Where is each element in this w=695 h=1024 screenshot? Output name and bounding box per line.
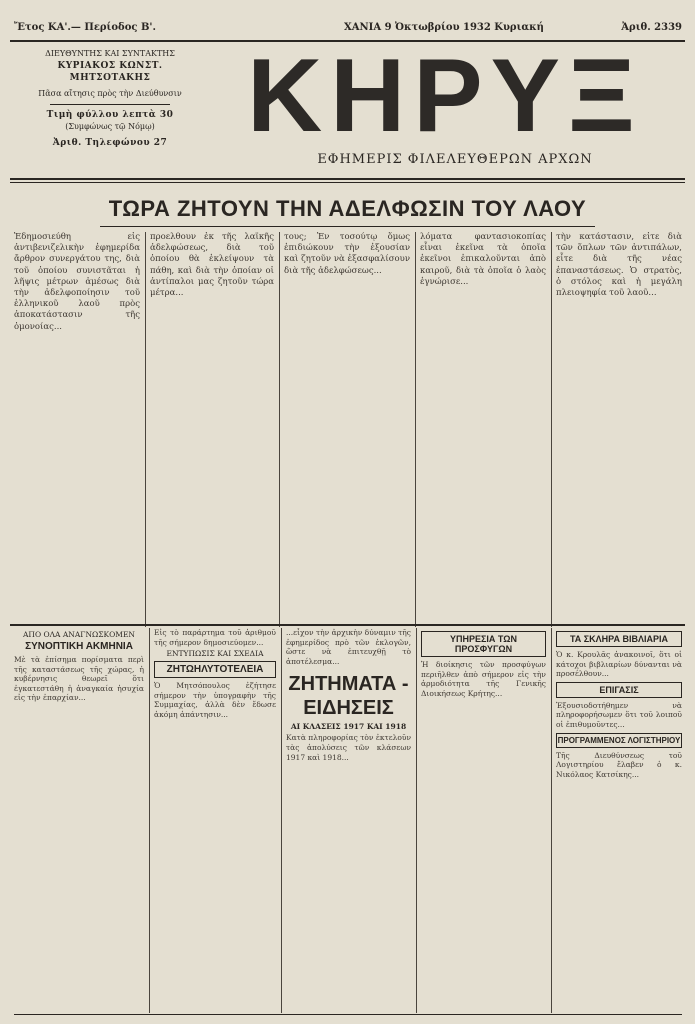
headline-rule: [100, 226, 595, 227]
column-divider: [149, 628, 150, 1013]
notice-body: Ἐξουσιοδοτήθημεν νὰ πληροφορήσωμεν ὅτι τοῦ λοιποῦ οἱ ἐπιθυμοῦντες...: [556, 700, 682, 729]
booklets-body: Ὁ κ. Κρουλᾶς ἀνακοινοῖ, ὅτι οἱ κάτοχοι βιβλιαρίων δύνανται νὰ προσέλθουν...: [556, 650, 682, 679]
editor-name: ΚΥΡΙΑΚΟΣ ΚΩΝΣΤ. ΜΗΤΣΟΤΑΚΗΣ: [57, 61, 163, 83]
newspaper-subtitle: ΕΦΗΜΕΡΙΣ ΦΙΛΕΛΕΥΘΕΡΩΝ ΑΡΧΩΝ: [317, 152, 593, 167]
column-divider: [279, 232, 280, 627]
column-divider: [281, 628, 282, 1013]
masthead-rule-thin: [10, 182, 685, 183]
summary-kicker: ΑΠΟ ΟΛΑ ΑΝΑΓΝΩΣΚΟΜΕΝ: [22, 630, 135, 639]
issue-date: ΧΑΝΙΑ 9 Ὀκτωβρίου 1932 Κυριακή: [344, 22, 544, 33]
masthead-divider: [50, 104, 170, 105]
issue-number: Ἀριθ. 2339: [621, 22, 682, 33]
lead-bottom-rule: [10, 624, 685, 626]
lead-column: [150, 232, 274, 627]
summary-body: Μὲ τὰ ἐπίσημα πορίσματα περὶ τῆς καταστάσεως τῆς χώρας, ἡ κυβέρνησις θεωρεῖ ὅτι ἐγκατεστάθη ἡ ἀναγκαία ἡσυχία εἰς τὴν ἐπαρχίαν...: [14, 655, 144, 703]
lead-column: [420, 232, 546, 627]
news-column-refugees: [421, 628, 546, 1013]
refugees-body: Ἡ διοίκησις τῶν προσφύγων περιῆλθεν ἀπὸ σήμερον εἰς τὴν ἁρμοδιότητα τῆς Γενικῆς Διοικήσεως Κρήτης...: [421, 660, 546, 698]
lead-column: [556, 232, 682, 627]
column-divider: [416, 628, 417, 1013]
impressions-body: Ὁ Μητσόπουλος ἐζήτησε σήμερον τὴν ὑπογραφὴν τῆς Συμμαχίας, ἀλλὰ δὲν ἔδωσε ἀκόμη ἀπάντησιν...: [154, 681, 276, 719]
issues-subheading: ΑΙ ΚΛΑΣΕΙΣ 1917 ΚΑΙ 1918: [290, 722, 407, 732]
issue-year: Ἔτος ΚΑ'.— Περίοδος Β'.: [14, 22, 156, 33]
lead-column: [14, 232, 140, 627]
news-column-summary: [14, 628, 144, 1013]
column-divider: [415, 232, 416, 627]
editor-label: ΔΙΕΥΘΥΝΤΗΣ ΚΑΙ ΣΥΝΤΑΚΤΗΣ: [45, 49, 175, 58]
accounting-heading: ΠΡΟΓΡΑΜΜΕΝΟΣ ΛΟΓΙΣΤΗΡΙΟΥ: [556, 733, 682, 748]
refugees-heading: ΥΠΗΡΕΣΙΑ ΤΩΝ ΠΡΟΣΦΥΓΩΝ: [421, 631, 546, 657]
lead-column: [284, 232, 410, 627]
lead-headline: ΤΩΡΑ ΖΗΤΟΥΝ ΤΗΝ ΑΔΕΛΦΩΣΙΝ ΤΟΥ ΛΑΟΥ: [108, 196, 587, 221]
booklets-heading: ΤΑ ΣΚΛΗΡΑ ΒΙΒΛΙΑΡΙΑ: [556, 631, 682, 647]
price-note: (Συμφώνως τῷ Νόμῳ): [65, 122, 155, 131]
newspaper-title: ΚΗΡΥΞ: [247, 38, 643, 154]
column-divider: [551, 628, 552, 1013]
column-divider: [145, 232, 146, 627]
masthead-info: [20, 48, 200, 149]
issues-body: Κατὰ πληροφορίας τὸν ἐκτελοῦν τὰς ἀπολύσεις τῶν κλάσεων 1917 καὶ 1918...: [286, 733, 411, 762]
impressions-kicker: ΕΝΤΥΠΩΣΙΣ ΚΑΙ ΣΧΕΔΙΑ: [166, 649, 264, 659]
news-column-impressions: [154, 628, 276, 1013]
lead-text: τὴν κατάστασιν, εἶτε διὰ τῶν ὅπλων τῶν ἀντιπάλων, εἶτε διὰ τῆς νέας ἐπαναστάσεως. Ὁ στρατὸς, ὁ στόλος καὶ ἡ μεγάλη πλειοψηφία τοῦ λαοῦ...: [556, 232, 682, 299]
impressions-intro: Εἰς τὸ παράρτημα τοῦ ἀριθμοῦ τῆς σήμερον δημοσιεύομεν...: [154, 628, 276, 647]
lead-article: [14, 232, 682, 632]
summary-heading: ΣΥΝΟΠΤΙΚΗ ΑΚΜΗΝΙΑ: [25, 641, 133, 652]
price-line: Τιμὴ φύλλου λεπτὰ 30: [46, 110, 174, 120]
bottom-rule: [14, 1014, 682, 1015]
lead-text: Ἐδημοσιεύθη εἰς ἀντιβενιζελικὴν ἐφημερίδα ἄρθρον συνεργάτου της, διὰ τοῦ ὁποίου συνιστᾶται ἡ λῆψις μέτρων ἀμέσως διὰ τὴν ἀδελφοποίησιν τοῦ ἑλληνικοῦ λαοῦ πρὸς ἀποκατάστασιν τῆς ὁμονοίας...: [14, 232, 140, 332]
impressions-heading: ΖΗΤΩΗΛΥΤΟΤΕΛΕΙΑ: [154, 661, 276, 678]
lower-section: [14, 628, 682, 1018]
accounting-body: Τῆς Διευθύνσεως τοῦ Λογιστηρίου ἔλαβεν ὁ κ. Νικόλαος Κατσίκης...: [556, 750, 682, 779]
issue-bar: [14, 22, 682, 36]
news-column-issues: [286, 628, 411, 1013]
requests-line: Πᾶσα αἴτησις πρὸς τὴν Διεύθυνσιν: [38, 89, 182, 98]
notice-heading: ΕΠΙΓΑΣΙΣ: [556, 682, 682, 698]
column-divider: [551, 232, 552, 627]
phone-line: Ἀριθ. Τηλεφώνου 27: [52, 138, 168, 148]
lead-text: τους; Ἐν τοσούτῳ ὅμως ἐπιδιώκουν τὴν ἐξουσίαν καὶ ζητοῦν νὰ ἐξασφαλίσουν διὰ τῆς ἀδελφώσεως...: [284, 232, 410, 276]
issues-heading: ΖΗΤΗΜΑΤΑ - ΕΙΔΗΣΕΙΣ: [288, 673, 409, 720]
masthead-rule: [10, 178, 685, 180]
lead-text: λόματα φαντασιοκοπίας εἶναι ἐκεῖνα τὰ ὁποῖα ἐκεῖνοι ἐπικαλοῦνται ἀπὸ καιροῦ, διὰ τὰ ὁποῖα ὁ λαὸς ἐγνώρισε...: [420, 232, 546, 287]
lead-text: προελθουν ἐκ τῆς λαϊκῆς ἀδελφώσεως, διὰ τοῦ ὁποίου θὰ ἐκλείψουν τὰ πάθη, καὶ διὰ τὴν ὁποίαν οἱ ἀντίπαλοι μας ζητοῦν τώρα μέτρα...: [150, 232, 274, 299]
issues-intro: ...εἶχον τὴν ἀρχικὴν δύναμιν τῆς ἐφημερίδος πρὸ τῶν ἐκλογῶν, ὥστε νὰ ἐπιτευχθῇ τὸ ἀποτέλεσμα...: [286, 628, 411, 666]
news-column-notices: [556, 628, 682, 1013]
